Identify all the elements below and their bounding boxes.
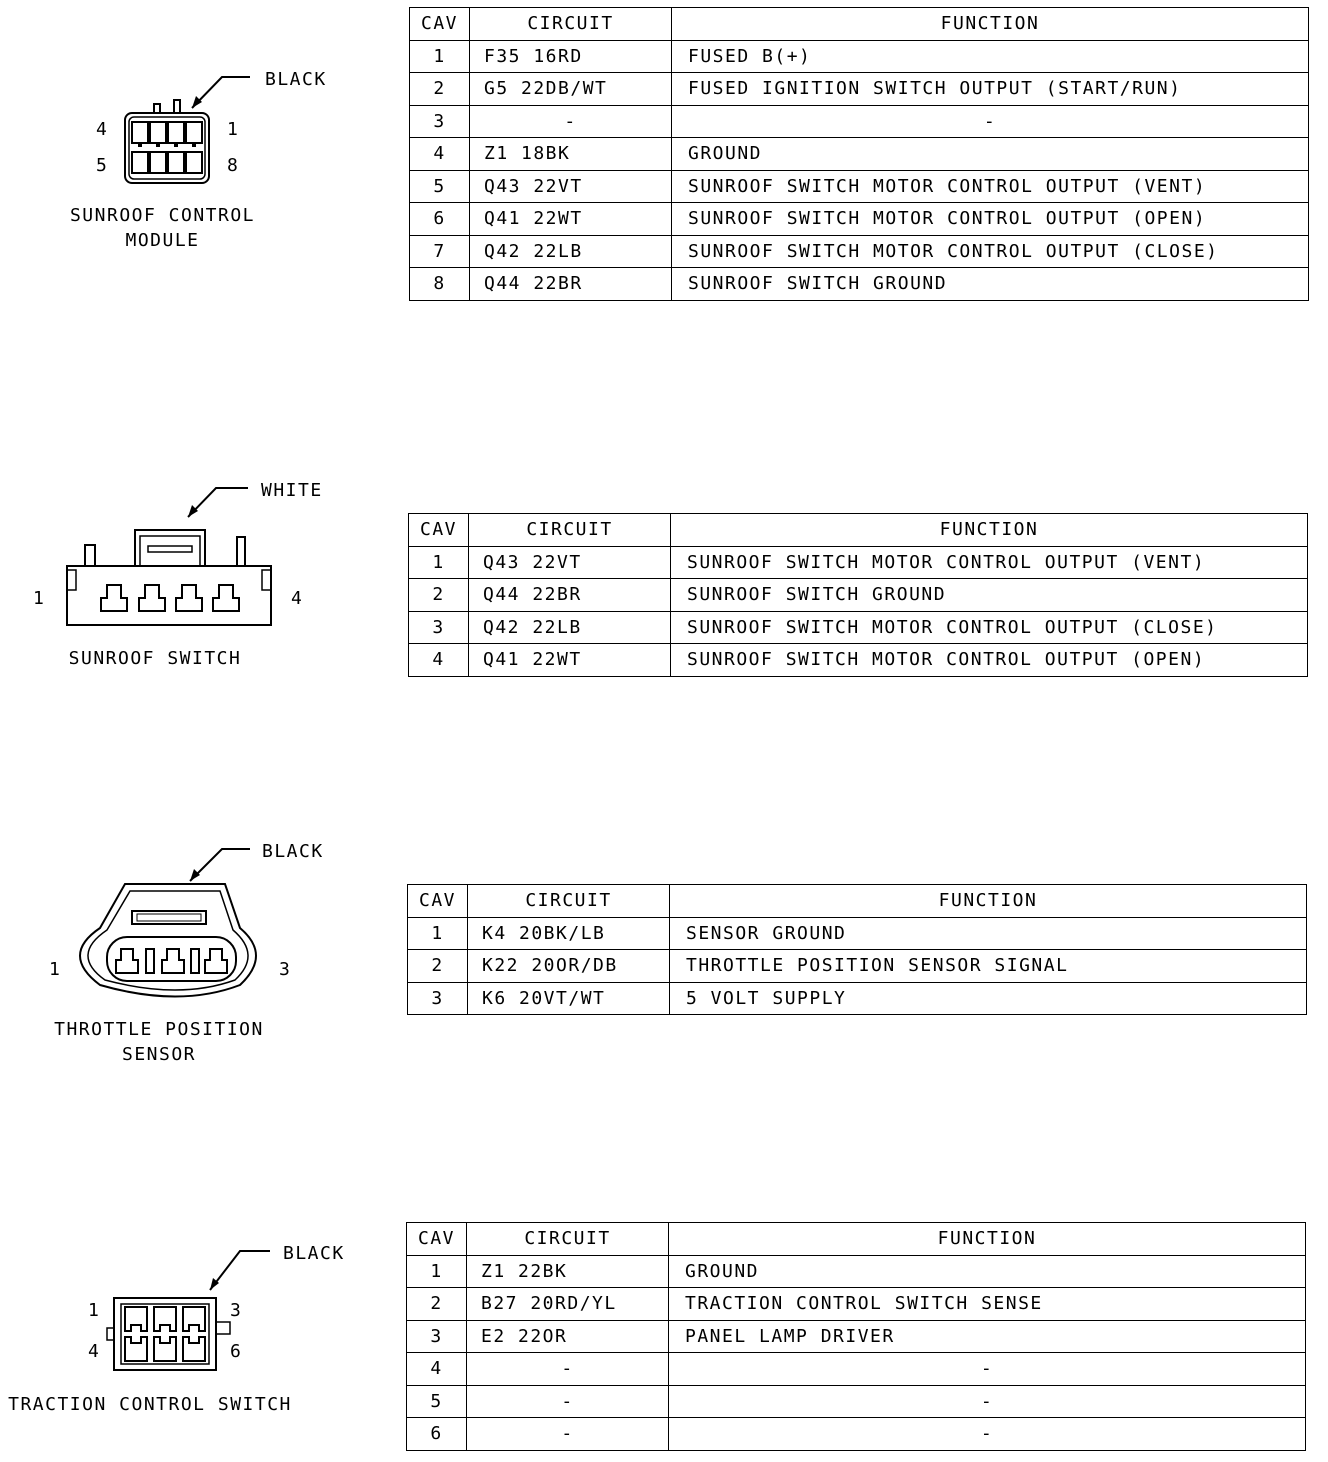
cav-cell: 4 xyxy=(407,1353,467,1386)
cav-cell: 3 xyxy=(409,611,469,644)
throttle-position-sensor-pinout-table xyxy=(407,884,1307,1015)
circuit-header: CIRCUIT xyxy=(470,8,672,41)
circuit-cell: - xyxy=(467,1418,669,1451)
connector-color-label: BLACK xyxy=(262,841,324,862)
table-row xyxy=(407,1255,1306,1288)
table-row xyxy=(410,268,1309,301)
table-row xyxy=(409,579,1308,612)
function-cell: SUNROOF SWITCH MOTOR CONTROL OUTPUT (OPEN) xyxy=(672,203,1309,236)
cav-cell: 5 xyxy=(407,1385,467,1418)
function-cell: SUNROOF SWITCH MOTOR CONTROL OUTPUT (CLOSE) xyxy=(671,611,1308,644)
table-row xyxy=(410,170,1309,203)
pin-label: 8 xyxy=(227,155,240,176)
function-cell: FUSED B(+) xyxy=(672,40,1309,73)
circuit-cell: Q42 22LB xyxy=(469,611,671,644)
function-cell: SUNROOF SWITCH MOTOR CONTROL OUTPUT (VENT) xyxy=(672,170,1309,203)
table-row xyxy=(409,611,1308,644)
function-cell: - xyxy=(669,1385,1306,1418)
circuit-cell: - xyxy=(470,105,672,138)
circuit-header: CIRCUIT xyxy=(468,885,670,918)
table-row xyxy=(410,203,1309,236)
function-header: FUNCTION xyxy=(672,8,1309,41)
pin-label: 3 xyxy=(279,959,292,980)
circuit-cell: Q44 22BR xyxy=(470,268,672,301)
function-cell: - xyxy=(669,1353,1306,1386)
pin-label: 1 xyxy=(227,119,240,140)
circuit-cell: E2 22OR xyxy=(467,1320,669,1353)
cav-cell: 3 xyxy=(410,105,470,138)
traction-control-switch-pinout-table xyxy=(406,1222,1306,1451)
sunroof-control-module-pinout-table xyxy=(409,7,1309,301)
connector-color-label: WHITE xyxy=(261,480,323,501)
pin-label: 4 xyxy=(291,588,304,609)
connector-caption: THROTTLE POSITION SENSOR xyxy=(54,1019,264,1065)
circuit-cell: Q44 22BR xyxy=(469,579,671,612)
table-row xyxy=(407,1353,1306,1386)
function-cell: 5 VOLT SUPPLY xyxy=(670,982,1307,1015)
cav-header: CAV xyxy=(407,1223,467,1256)
circuit-cell: B27 20RD/YL xyxy=(467,1288,669,1321)
pin-label: 4 xyxy=(88,1341,101,1362)
sunroof-control-module-connector-drawing xyxy=(0,0,360,320)
connector-caption: SUNROOF SWITCH xyxy=(68,648,242,669)
circuit-cell: Q43 22VT xyxy=(469,546,671,579)
table-row xyxy=(410,40,1309,73)
connector-caption: TRACTION CONTROL SWITCH xyxy=(8,1394,292,1415)
circuit-cell: K4 20BK/LB xyxy=(468,917,670,950)
table-row xyxy=(410,138,1309,171)
cav-cell: 3 xyxy=(407,1320,467,1353)
cav-cell: 4 xyxy=(410,138,470,171)
table-row xyxy=(409,546,1308,579)
circuit-header: CIRCUIT xyxy=(467,1223,669,1256)
circuit-cell: - xyxy=(467,1385,669,1418)
function-header: FUNCTION xyxy=(671,514,1308,547)
function-cell: SUNROOF SWITCH MOTOR CONTROL OUTPUT (CLOSE) xyxy=(672,235,1309,268)
pin-label: 1 xyxy=(88,1300,101,1321)
circuit-cell: Q41 22WT xyxy=(469,644,671,677)
cav-cell: 1 xyxy=(409,546,469,579)
cav-cell: 2 xyxy=(408,950,468,983)
table-row xyxy=(407,1385,1306,1418)
table-row xyxy=(407,1320,1306,1353)
function-cell: GROUND xyxy=(669,1255,1306,1288)
pin-label: 3 xyxy=(230,1300,243,1321)
connector-caption: SUNROOF CONTROL MODULE xyxy=(69,205,256,251)
function-cell: SUNROOF SWITCH GROUND xyxy=(671,579,1308,612)
function-cell: SENSOR GROUND xyxy=(670,917,1307,950)
table-row xyxy=(408,917,1307,950)
cav-header: CAV xyxy=(409,514,469,547)
cav-cell: 6 xyxy=(407,1418,467,1451)
pin-label: 1 xyxy=(49,959,62,980)
function-header: FUNCTION xyxy=(670,885,1307,918)
connector-color-label: BLACK xyxy=(265,69,327,90)
pin-label: 5 xyxy=(96,155,109,176)
connector-color-label: BLACK xyxy=(283,1243,345,1264)
function-cell: SUNROOF SWITCH GROUND xyxy=(672,268,1309,301)
function-cell: THROTTLE POSITION SENSOR SIGNAL xyxy=(670,950,1307,983)
pin-label: 4 xyxy=(96,119,109,140)
table-row xyxy=(410,105,1309,138)
table-row xyxy=(407,1288,1306,1321)
cav-cell: 2 xyxy=(410,73,470,106)
table-row xyxy=(408,982,1307,1015)
table-row xyxy=(410,73,1309,106)
function-cell: GROUND xyxy=(672,138,1309,171)
circuit-cell: K6 20VT/WT xyxy=(468,982,670,1015)
cav-cell: 2 xyxy=(407,1288,467,1321)
cav-cell: 5 xyxy=(410,170,470,203)
function-cell: - xyxy=(672,105,1309,138)
cav-cell: 8 xyxy=(410,268,470,301)
table-row xyxy=(410,235,1309,268)
circuit-cell: F35 16RD xyxy=(470,40,672,73)
sunroof-switch-pinout-table xyxy=(408,513,1308,677)
pin-label: 6 xyxy=(230,1341,243,1362)
cav-cell: 1 xyxy=(407,1255,467,1288)
function-header: FUNCTION xyxy=(669,1223,1306,1256)
function-cell: FUSED IGNITION SWITCH OUTPUT (START/RUN) xyxy=(672,73,1309,106)
circuit-cell: K22 20OR/DB xyxy=(468,950,670,983)
pin-label: 1 xyxy=(33,588,46,609)
table-row xyxy=(408,950,1307,983)
circuit-cell: - xyxy=(467,1353,669,1386)
cav-header: CAV xyxy=(408,885,468,918)
cav-cell: 2 xyxy=(409,579,469,612)
table-row xyxy=(409,644,1308,677)
cav-header: CAV xyxy=(410,8,470,41)
function-cell: TRACTION CONTROL SWITCH SENSE xyxy=(669,1288,1306,1321)
cav-cell: 3 xyxy=(408,982,468,1015)
function-cell: PANEL LAMP DRIVER xyxy=(669,1320,1306,1353)
circuit-cell: Q43 22VT xyxy=(470,170,672,203)
cav-cell: 1 xyxy=(408,917,468,950)
circuit-header: CIRCUIT xyxy=(469,514,671,547)
circuit-cell: G5 22DB/WT xyxy=(470,73,672,106)
cav-cell: 7 xyxy=(410,235,470,268)
circuit-cell: Q42 22LB xyxy=(470,235,672,268)
table-row xyxy=(407,1418,1306,1451)
function-cell: SUNROOF SWITCH MOTOR CONTROL OUTPUT (VENT) xyxy=(671,546,1308,579)
cav-cell: 1 xyxy=(410,40,470,73)
function-cell: SUNROOF SWITCH MOTOR CONTROL OUTPUT (OPEN) xyxy=(671,644,1308,677)
function-cell: - xyxy=(669,1418,1306,1451)
circuit-cell: Z1 18BK xyxy=(470,138,672,171)
circuit-cell: Q41 22WT xyxy=(470,203,672,236)
cav-cell: 4 xyxy=(409,644,469,677)
cav-cell: 6 xyxy=(410,203,470,236)
circuit-cell: Z1 22BK xyxy=(467,1255,669,1288)
